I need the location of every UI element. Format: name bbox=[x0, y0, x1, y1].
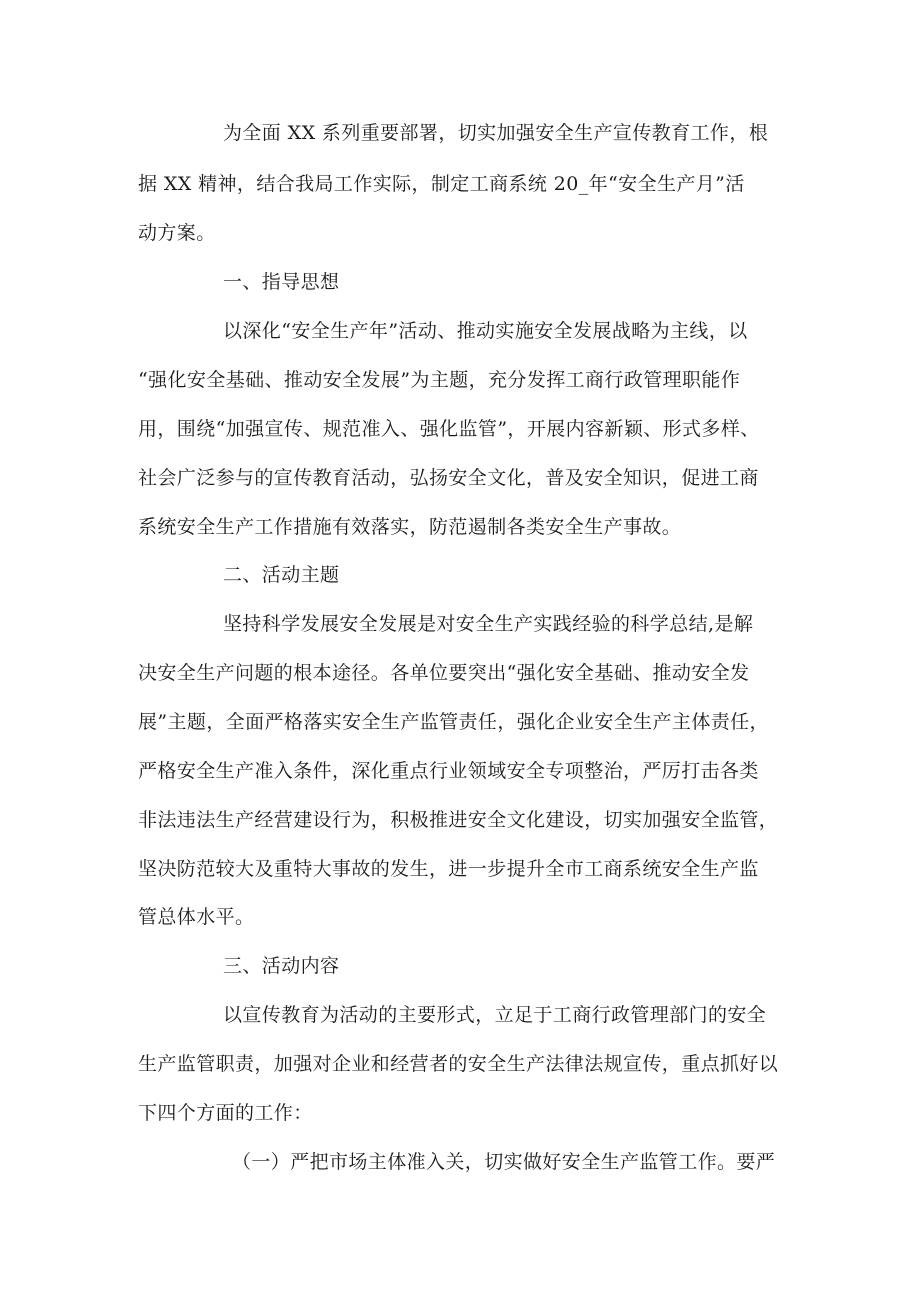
paragraph-theme-line-1: 坚持科学发展安全发展是对安全生产实践经验的科学总结,是解 bbox=[223, 613, 754, 635]
paragraph-guiding-line-3: 用，围绕“加强宣传、规范准入、强化监管”，开展内容新颖、形式多样、 bbox=[138, 418, 760, 440]
heading-guiding-thought: 一、指导思想 bbox=[223, 271, 340, 293]
paragraph-theme-line-6: 坚决防范较大及重特大事故的发生，进一步提升全市工商系统安全生产监 bbox=[138, 858, 759, 880]
paragraph-content-line-3: 下四个方面的工作： bbox=[138, 1102, 313, 1124]
heading-activity-content: 三、活动内容 bbox=[223, 955, 340, 977]
subsection-one-line-1: （一）严把市场主体准入关，切实做好安全生产监管工作。要严 bbox=[232, 1151, 776, 1173]
paragraph-content-line-1: 以宣传教育为活动的主要形式，立足于工商行政管理部门的安全 bbox=[223, 1004, 767, 1026]
paragraph-intro-line-1: 为全面 XX 系列重要部署，切实加强安全生产宣传教育工作，根 bbox=[223, 122, 769, 144]
paragraph-guiding-line-2: “强化安全基础、推动安全发展”为主题，充分发挥工商行政管理职能作 bbox=[138, 369, 741, 391]
paragraph-theme-line-4: 严格安全生产准入条件，深化重点行业领域安全专项整治，严厉打击各类 bbox=[138, 760, 759, 782]
paragraph-theme-line-5: 非法违法生产经营建设行为，积极推进安全文化建设，切实加强安全监管， bbox=[138, 809, 779, 831]
paragraph-content-line-2: 生产监管职责，加强对企业和经营者的安全生产法律法规宣传，重点抓好以 bbox=[138, 1053, 779, 1075]
paragraph-guiding-line-5: 系统安全生产工作措施有效落实，防范遏制各类安全生产事故。 bbox=[138, 516, 682, 538]
paragraph-guiding-line-1: 以深化“安全生产年”活动、推动实施安全发展战略为主线，以 bbox=[223, 320, 748, 342]
paragraph-theme-line-7: 管总体水平。 bbox=[138, 906, 255, 928]
paragraph-guiding-line-4: 社会广泛参与的宣传教育活动，弘扬安全文化，普及安全知识，促进工商 bbox=[138, 467, 759, 489]
paragraph-theme-line-2: 决安全生产问题的根本途径。各单位要突出“强化安全基础、推动安全发 bbox=[138, 662, 750, 684]
paragraph-theme-line-3: 展”主题，全面严格落实安全生产监管责任，强化企业安全生产主体责任， bbox=[138, 711, 769, 733]
heading-activity-theme: 二、活动主题 bbox=[223, 564, 340, 586]
paragraph-intro-line-3: 动方案。 bbox=[138, 222, 216, 244]
paragraph-intro-line-2: 据 XX 精神，结合我局工作实际，制定工商系统 20_年“安全生产月”活 bbox=[138, 173, 745, 195]
